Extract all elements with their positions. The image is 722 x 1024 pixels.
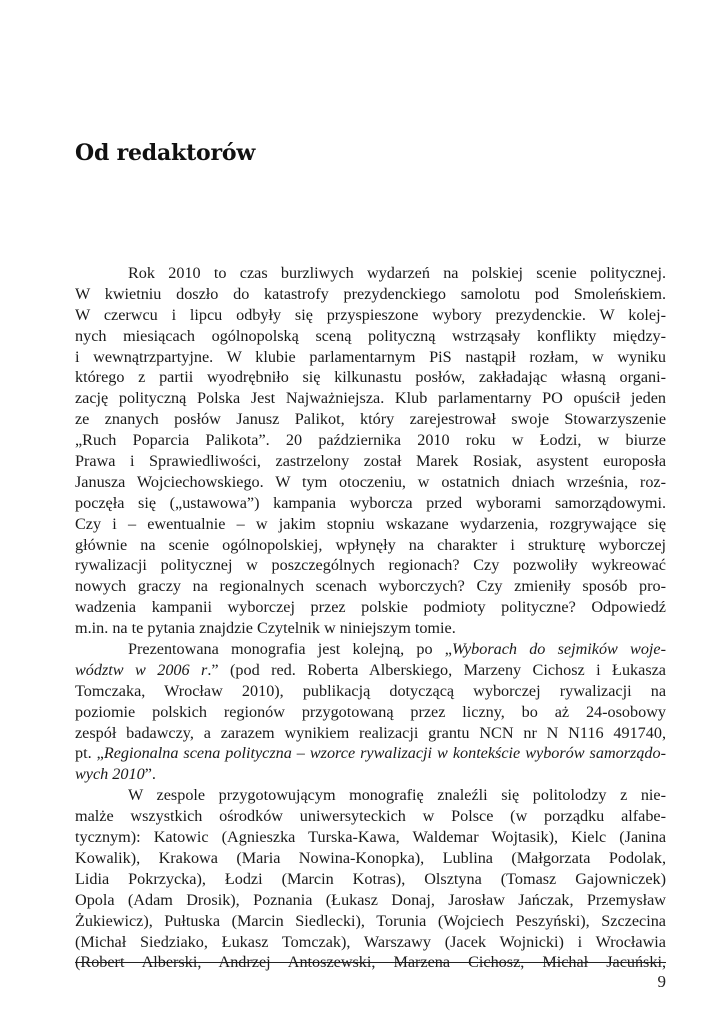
paragraph-1-line: nych miesiącach ogólnopolską sceną polityczną wstrząsały konflikty między-: [75, 326, 666, 345]
paragraph-2-line: poziomie polskich regionów przygotowaną przez liczny, bo aż 24-osobowy: [75, 702, 666, 721]
paragraph-2-line: [75, 639, 666, 660]
paragraph-2-line: [75, 764, 666, 785]
paragraph-2-line: zespół badawczy, a zarazem wynikiem realizacji grantu NCN nr N N116 491740,: [75, 723, 666, 742]
footer-rule: [75, 962, 666, 963]
text-run: .” (pod red. Roberta Alberskiego, Marzeny Cichosz i Łukasza: [207, 660, 666, 679]
paragraph-1-line: rywalizacji politycznej w poszczególnych regionach? Czy pozwoliły wykreować: [75, 556, 666, 575]
paragraph-1-line: Czy i – ewentualnie – w jakim stopniu wskazane wydarzenia, rozgrywające się: [75, 514, 666, 533]
paragraph-1-line: poczęła się („ustawowa”) kampania wyborcza przed wyborami samorządowymi.: [75, 493, 666, 512]
grant-title-italic: Regionalna scena polityczna – wzorce rywalizacji w kontekście wyborów samorządo-: [103, 744, 666, 763]
paragraph-2-line: Tomczaka, Wrocław 2010), publikacją dotyczącą wyborczej rywalizacji na: [75, 681, 666, 700]
paragraph-1-line: nowych graczy na regionalnych scenach wyborczych? Czy zmieniły sposób pro-: [75, 577, 666, 596]
paragraph-1-line: którego z partii wyodrębniło się kilkunastu posłów, zakładając własną organi-: [75, 368, 666, 387]
paragraph-1-line: i wewnątrzpartyjne. W klubie parlamentarnym PiS nastąpił rozłam, w wyniku: [75, 347, 666, 366]
text-run: ”.: [144, 765, 156, 784]
chapter-title: Od redaktorów: [75, 140, 256, 166]
paragraph-3-line: Opola (Adam Drosik), Poznania (Łukasz Donaj, Jarosław Jańczak, Przemysław: [75, 890, 666, 909]
paragraph-1-line: ze znanych posłów Janusz Palikot, który zarejestrował swoje Stowarzyszenie: [75, 410, 666, 429]
paragraph-1-line: głównie na scenie ogólnopolskiej, wpłynęły na charakter i strukturę wyborczej: [75, 535, 666, 554]
paragraph-3-line: Kowalik), Krakowa (Maria Nowina-Konopka), Lublina (Małgorzata Podolak,: [75, 848, 666, 867]
text-run: pt. „: [75, 744, 104, 763]
paragraph-1-line: „Ruch Poparcia Palikota”. 20 października 2010 roku w Łodzi, w biurze: [75, 431, 666, 450]
paragraph-1-line: zację polityczną Polska Jest Najważniejsza. Klub parlamentarny PO opuścił jeden: [75, 389, 666, 408]
paragraph-3-line: malże wszystkich ośrodków uniwersyteckich w Polsce (w porządku alfabe-: [75, 807, 666, 826]
paragraph-2-line: [75, 660, 666, 681]
paragraph-3-line: tycznym): Katowic (Agnieszka Turska-Kawa, Waldemar Wojtasik), Kielc (Janina: [75, 828, 666, 847]
paragraph-1-line: Rok 2010 to czas burzliwych wydarzeń na polskiej scenie politycznej.: [128, 264, 666, 282]
body-text: [75, 263, 666, 973]
book-title-italic: Wyborach do sejmików woje-: [451, 640, 666, 659]
paragraph-1-line: Janusza Wojciechowskiego. W tym otoczeniu, w ostatnich dniach września, roz-: [75, 472, 666, 491]
page-number: 9: [657, 972, 666, 991]
paragraph-1-line: Prawa i Sprawiedliwości, zastrzelony został Marek Rosiak, asystent europosła: [75, 452, 666, 471]
text-run: Prezentowana monografia jest kolejną, po „: [128, 640, 452, 659]
paragraph-2-line: [75, 743, 666, 764]
paragraph-3-line: Lidia Pokrzycka), Łodzi (Marcin Kotras), Olsztyna (Tomasz Gajowniczek): [75, 869, 666, 888]
grant-title-italic: wych 2010: [75, 765, 145, 784]
paragraph-1-line: W kwietniu doszło do katastrofy prezydenckiego samolotu pod Smoleńskiem.: [75, 284, 666, 303]
paragraph-1-line: wadzenia kampanii wyborczej przez polskie podmioty polityczne? Odpowiedź: [75, 598, 666, 617]
paragraph-1-line: m.in. na te pytania znajdzie Czytelnik w niniejszym tomie.: [75, 619, 456, 638]
paragraph-3-line: (Michał Siedziako, Łukasz Tomczak), Warszawy (Jacek Wojnicki) i Wrocławia: [75, 932, 666, 951]
paragraph-1-line: W czerwcu i lipcu odbyły się przyspieszone wybory prezydenckie. W kolej-: [75, 305, 666, 324]
paragraph-3-line: W zespole przygotowującym monografię znaleźli się politolodzy z nie-: [128, 786, 666, 805]
book-title-italic: wództw w 2006 r: [75, 660, 208, 679]
paragraph-3-line: Żukiewicz), Pułtuska (Marcin Siedlecki), Torunia (Wojciech Peszyński), Szczecina: [75, 911, 666, 930]
paragraph-3-line: (Robert Alberski, Andrzej Antoszewski, Marzena Cichosz, Michał Jacuński,: [75, 953, 666, 972]
